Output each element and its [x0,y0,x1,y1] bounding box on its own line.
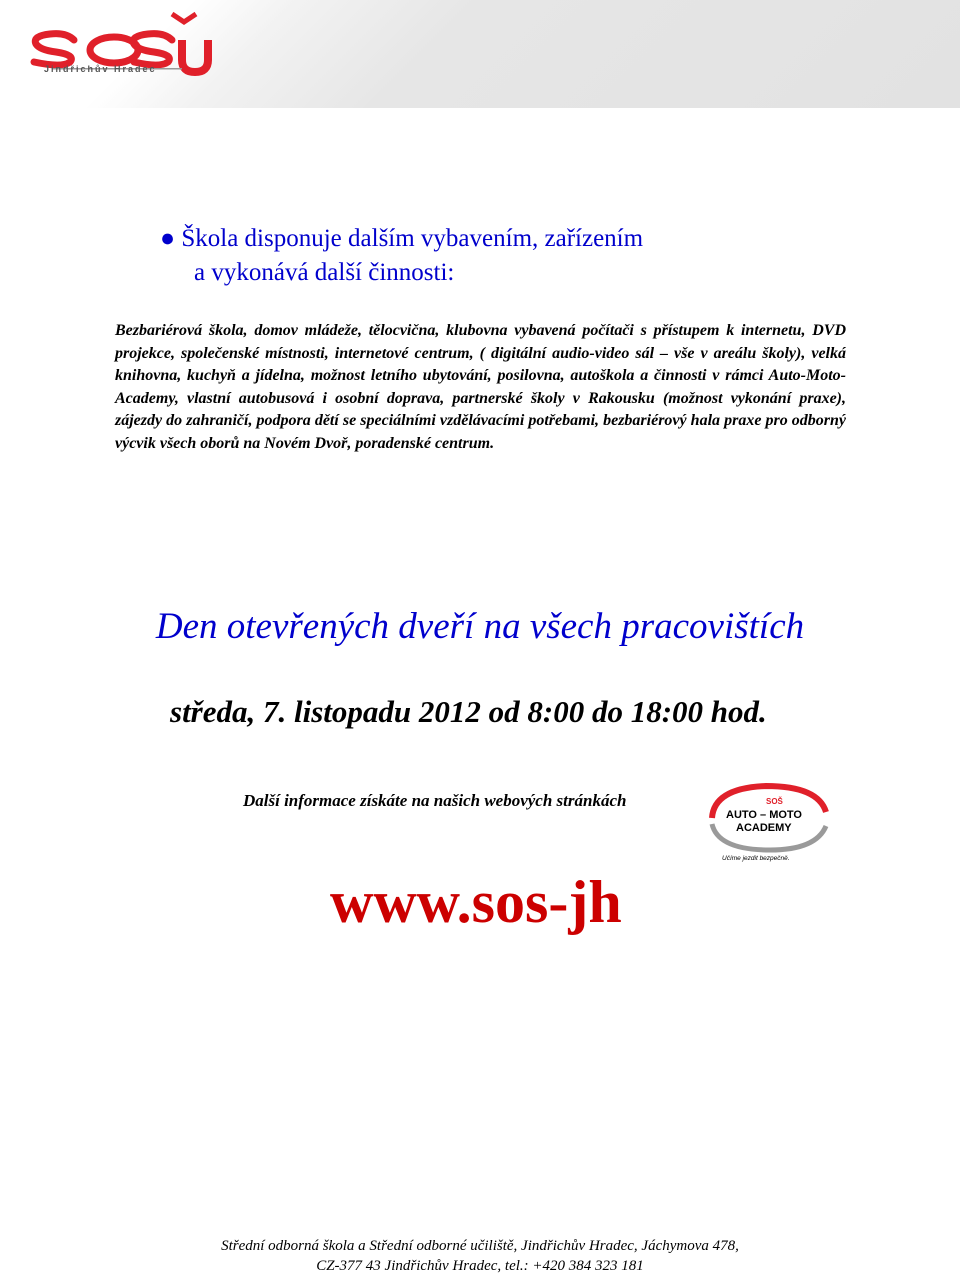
academy-slogan: Učíme jezdit bezpečně. [722,855,790,862]
logo-subtitle: Jindřichův Hradec [44,64,157,74]
heading-text-1: Škola disponuje dalším vybavením, zařízením [181,225,644,252]
event-date: středa, 7. listopadu 2012 od 8:00 do 18:00 hod. [170,694,767,729]
info-text: Další informace získáte na našich webových stránkách [243,791,627,810]
academy-line-1: AUTO – MOTO [726,809,802,821]
footer-line-1: Střední odborná škola a Střední odborné učiliště, Jindřichův Hradec, Jáchymova 478, [221,1238,739,1254]
open-day-title: Den otevřených dveří na všech pracovištích [155,606,805,647]
footer-line-2: CZ-377 43 Jindřichův Hradec, tel.: +420 384 323 181 [316,1258,644,1274]
heading-line-2: a vykonává další činnosti: [194,259,455,286]
academy-top-text: SOŠ [766,797,783,806]
academy-line-2: ACADEMY [736,822,792,834]
website-address: www.sos-jh [330,869,622,935]
equipment-paragraph: Bezbariérová škola, domov mládeže, tělocvična, klubovna vybavená počítači s přístupem k internetu, DVD projekce, společenské místnosti, internetové centrum, ( digitální audio-video sál – vše v areálu školy), velká knihovna, kuchyň a jídelna, možnost letního ubytování, posilovna, autoškola a činnosti v rámci Auto-Moto-Academy, vlastní autobusová i osobní doprava, partnerské školy v Rakousku (možnost vykonání praxe), zájezdy do zahraničí, podpora dětí se speciálními vzdělávacími potřebami, bezbariérový hala praxe pro odborný výcvik všech oborů na Novém Dvoř, poradenské centrum. [115,322,846,452]
bullet: ● [160,225,176,252]
heading-line-1 [160,222,880,256]
footer [0,1236,960,1276]
section-heading [160,222,880,290]
auto-moto-academy-logo [706,780,832,864]
